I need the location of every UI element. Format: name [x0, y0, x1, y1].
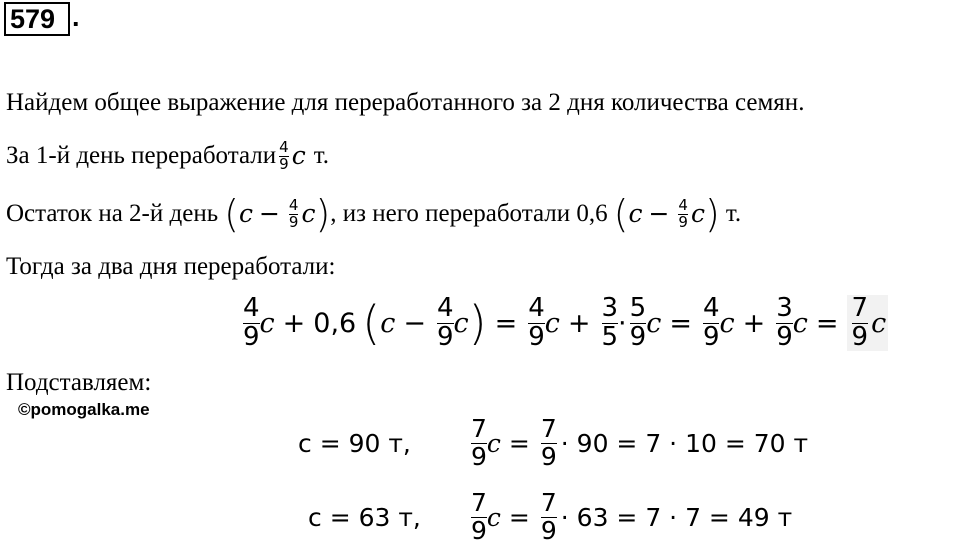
equals-sign: =: [494, 307, 518, 339]
left-paren: (: [613, 192, 629, 237]
multiply-dot: ·: [618, 307, 627, 339]
variable-c: c: [719, 307, 735, 339]
problem-number-dot: .: [72, 2, 80, 32]
fraction-4-9: $\frac{4}{9}$: [702, 293, 720, 352]
fraction-4-9: $\frac{4}{9}$: [528, 293, 545, 352]
equals-sign: =: [815, 307, 839, 339]
variable-c: c: [544, 307, 560, 339]
fraction-3-5: $\frac{3}{5}$: [601, 293, 619, 352]
equals-sign: =: [508, 502, 530, 532]
fraction-7-9: $\frac{7}{9}$: [540, 488, 557, 545]
plus-sign: +: [742, 307, 766, 339]
fraction-4-9: $\frac{4}{9}$: [279, 138, 289, 173]
main-equation: [240, 288, 888, 358]
text-line-1: Найдем общее выражение для переработанного за 2 дня количества семян.: [6, 89, 805, 116]
right-paren: ): [468, 296, 487, 350]
plus-sign: +: [567, 307, 591, 339]
coefficient: 0,6: [313, 307, 357, 339]
variable-c: c: [628, 199, 643, 229]
case-2-lhs: c = 63 т,: [308, 502, 421, 532]
equals-sign: =: [669, 307, 692, 339]
text-line-3: [6, 192, 742, 237]
line3-middle-text: , из него переработали 0,6: [330, 200, 608, 228]
minus-sign: −: [403, 307, 426, 339]
fraction-4-9: $\frac{4}{9}$: [678, 196, 688, 231]
variable-c: c: [690, 199, 705, 229]
minus-sign: −: [258, 199, 280, 229]
variable-c: c: [380, 307, 396, 339]
case-2-equation: [308, 484, 792, 550]
problem-number: 579: [4, 2, 70, 36]
plus-sign: +: [282, 307, 306, 339]
fraction-4-9: $\frac{4}{9}$: [243, 293, 260, 352]
right-paren: ): [704, 192, 720, 237]
line3-text: Остаток на 2-й день: [6, 200, 219, 228]
unit-t: т.: [725, 200, 742, 228]
case-1-rhs: · 90 = 7 · 10 = 70 т: [560, 428, 809, 458]
fraction-7-9: $\frac{7}{9}$: [471, 488, 487, 545]
case-1-lhs: c = 90 т,: [298, 428, 411, 458]
variable-c: c: [486, 502, 501, 532]
case-1-equation: [298, 410, 808, 476]
line2-text: За 1-й день переработали: [6, 142, 277, 170]
fraction-4-9: $\frac{4}{9}$: [436, 293, 454, 352]
variable-c: c: [486, 428, 501, 458]
equals-sign: =: [508, 428, 530, 458]
fraction-4-9: $\frac{4}{9}$: [288, 196, 299, 231]
watermark: ©pomogalka.me: [18, 400, 150, 419]
left-paren: (: [224, 192, 239, 237]
fraction-5-9: $\frac{5}{9}$: [629, 293, 647, 352]
variable-c: c: [259, 307, 275, 339]
variable-c: c: [291, 141, 306, 171]
variable-c: c: [301, 199, 316, 229]
variable-c: c: [792, 307, 808, 339]
left-paren: (: [362, 296, 381, 350]
fraction-7-9: $\frac{7}{9}$: [471, 414, 487, 471]
fraction-7-9: $\frac{7}{9}$: [851, 293, 869, 352]
variable-c: c: [646, 307, 662, 339]
text-line-2: [6, 140, 329, 173]
fraction-3-9: $\frac{3}{9}$: [776, 293, 793, 352]
case-2-rhs: · 63 = 7 · 7 = 49 т: [560, 502, 793, 532]
substitute-label: Подставляем:: [6, 369, 152, 396]
minus-sign: −: [648, 199, 670, 229]
variable-c: c: [453, 307, 469, 339]
variable-c: c: [871, 307, 887, 339]
fraction-7-9: $\frac{7}{9}$: [540, 414, 557, 471]
variable-c: c: [238, 199, 253, 229]
unit-t: т.: [313, 142, 329, 170]
text-line-4: Тогда за два дня переработали:: [6, 253, 336, 280]
result-highlight: [847, 295, 889, 351]
right-paren: ): [315, 192, 331, 237]
